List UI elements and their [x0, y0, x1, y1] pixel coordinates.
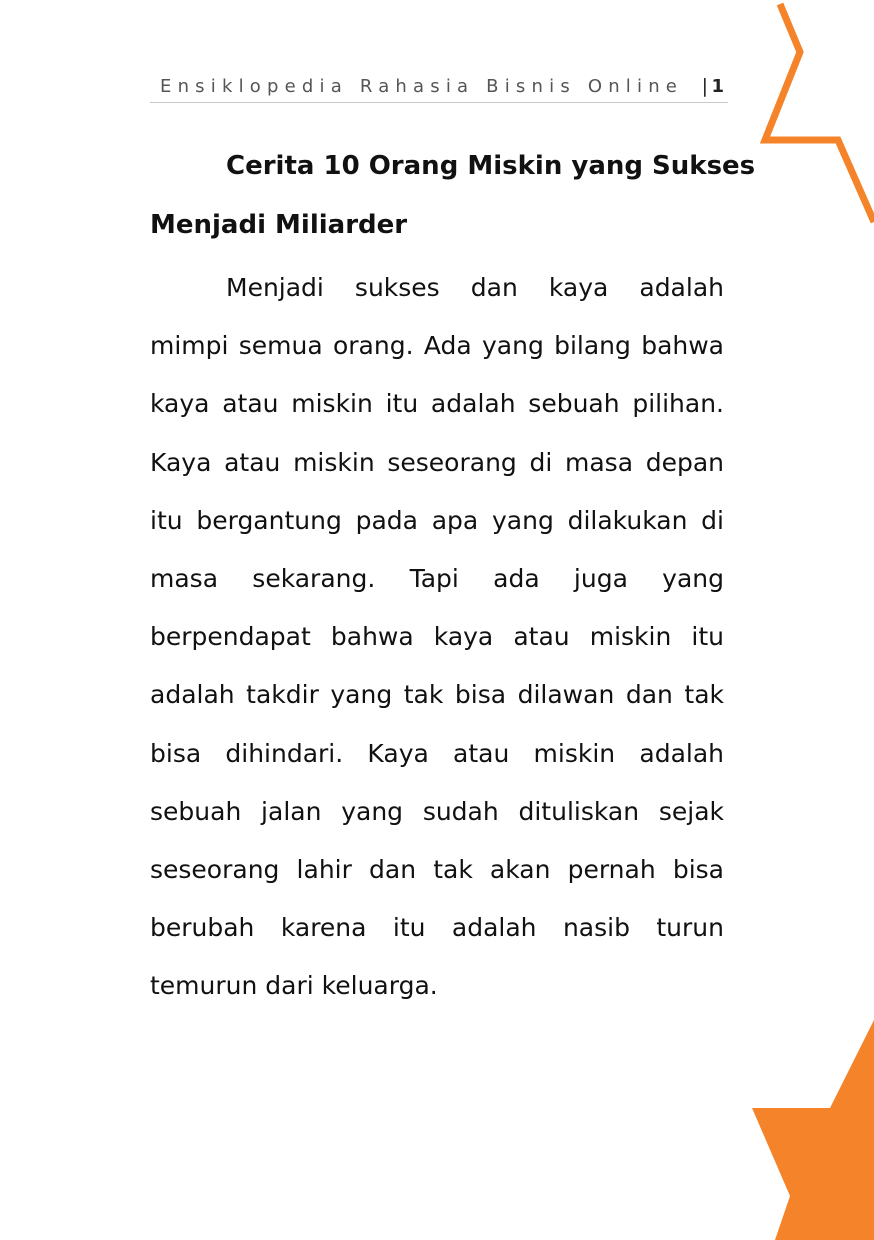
header-title: Ensiklopedia Rahasia Bisnis Online: [160, 76, 684, 97]
page-number: 1: [711, 76, 724, 97]
orange-zigzag-line: [765, 4, 874, 222]
page-header: [150, 76, 728, 103]
paragraph-line: itu bergantung pada apa yang dilakukan di: [150, 505, 724, 535]
paragraph-line: sebuah jalan yang sudah dituliskan sejak: [150, 796, 724, 826]
paragraph-line: adalah takdir yang tak bisa dilawan dan tak: [150, 680, 724, 710]
paragraph-line: berubah karena itu adalah nasib turun: [150, 913, 724, 943]
header-separator: |: [701, 75, 708, 97]
chapter-title-line-1: Cerita 10 Orang Miskin yang Sukses: [226, 151, 756, 181]
body-paragraph: [150, 268, 724, 1024]
chapter-title-line-2: Menjadi Miliarder: [150, 210, 408, 240]
paragraph-line: Menjadi sukses dan kaya adalah: [226, 273, 724, 302]
paragraph-line: kaya atau miskin itu adalah sebuah pilihan.: [150, 389, 724, 419]
paragraph-line: berpendapat bahwa kaya atau miskin itu: [150, 622, 724, 652]
orange-corner-shape: [752, 1020, 874, 1240]
paragraph-line: bisa dihindari. Kaya atau miskin adalah: [150, 738, 724, 768]
paragraph-line: Kaya atau miskin seseorang di masa depan: [150, 447, 724, 477]
paragraph-line: seseorang lahir dan tak akan pernah bisa: [150, 854, 724, 884]
paragraph-line: masa sekarang. Tapi ada juga yang: [150, 563, 724, 593]
paragraph-line: temurun dari keluarga.: [150, 971, 438, 1001]
paragraph-line: mimpi semua orang. Ada yang bilang bahwa: [150, 331, 724, 361]
